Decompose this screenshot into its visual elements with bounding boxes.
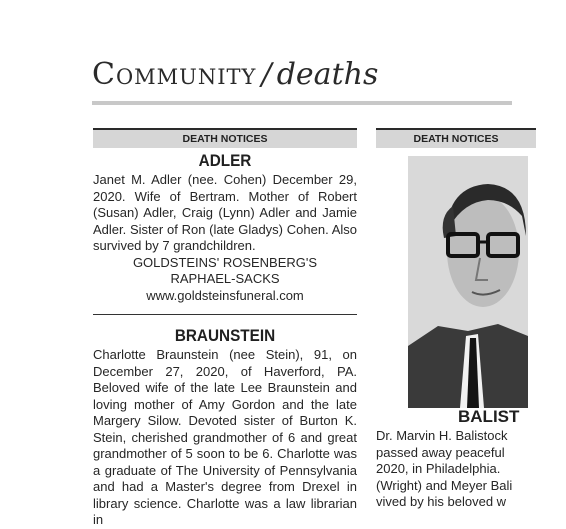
notice-line: 2020, in Philadelphia.: [376, 461, 501, 476]
notice-name: BALIST: [458, 407, 520, 426]
column-header-right: DEATH NOTICES: [376, 128, 536, 148]
notice-line: (Wright) and Meyer Bali: [376, 477, 513, 493]
section-title-main: Community: [92, 57, 257, 92]
notice-divider: [93, 314, 357, 315]
notice-name: ADLER: [198, 151, 252, 170]
funeral-home-website: www.goldsteinsfuneral.com: [146, 287, 304, 303]
notice-line: Dr. Marvin H. Balistock: [376, 428, 508, 443]
column-header-left: DEATH NOTICES: [93, 128, 357, 148]
notice-body: [376, 428, 566, 511]
left-column: [93, 150, 357, 529]
funeral-home-line-2: RAPHAEL-SACKS: [170, 271, 280, 286]
notice-line: passed away peaceful: [376, 444, 505, 460]
section-title: [92, 57, 379, 92]
section-title-subtitle: deaths: [276, 57, 379, 92]
notice-body: Janet M. Adler (nee. Cohen) December 29, 2020. Wife of Bertram. Mother of Robert (Susan) Adler, Craig (Lynn) Adler and Jamie Adler. Sister of Ron (late Gladys) Cohen. Also survived by 7 grandchildren.: [93, 172, 357, 253]
notice-line: vived by his beloved w: [376, 494, 507, 509]
section-title-separator: /: [261, 57, 272, 92]
funeral-home-line-1: GOLDSTEINS' ROSENBERG'S: [132, 254, 318, 270]
notice-body: Charlotte Braunstein (nee Stein), 91, on December 27, 2020, of Haverford, PA. Beloved wife of the late Lee Braunstein and loving mother of Amy Gordon and the late Margery Silow. Devoted sister of Burton K. Stein, cherished grandmother of 6 and great grandmother of 5 soon to be 6. Charlotte was a graduate of The University of Pennsylvania and had a Master's degree from Drexel in library science. Charlotte was a law librarian in: [93, 347, 357, 527]
death-notice-braunstein: [93, 325, 357, 529]
portrait-photo: [408, 156, 528, 408]
death-notice-adler: [93, 150, 357, 304]
portrait-image: [408, 156, 528, 408]
notice-name: BRAUNSTEIN: [174, 326, 276, 345]
title-rule: [92, 101, 512, 105]
